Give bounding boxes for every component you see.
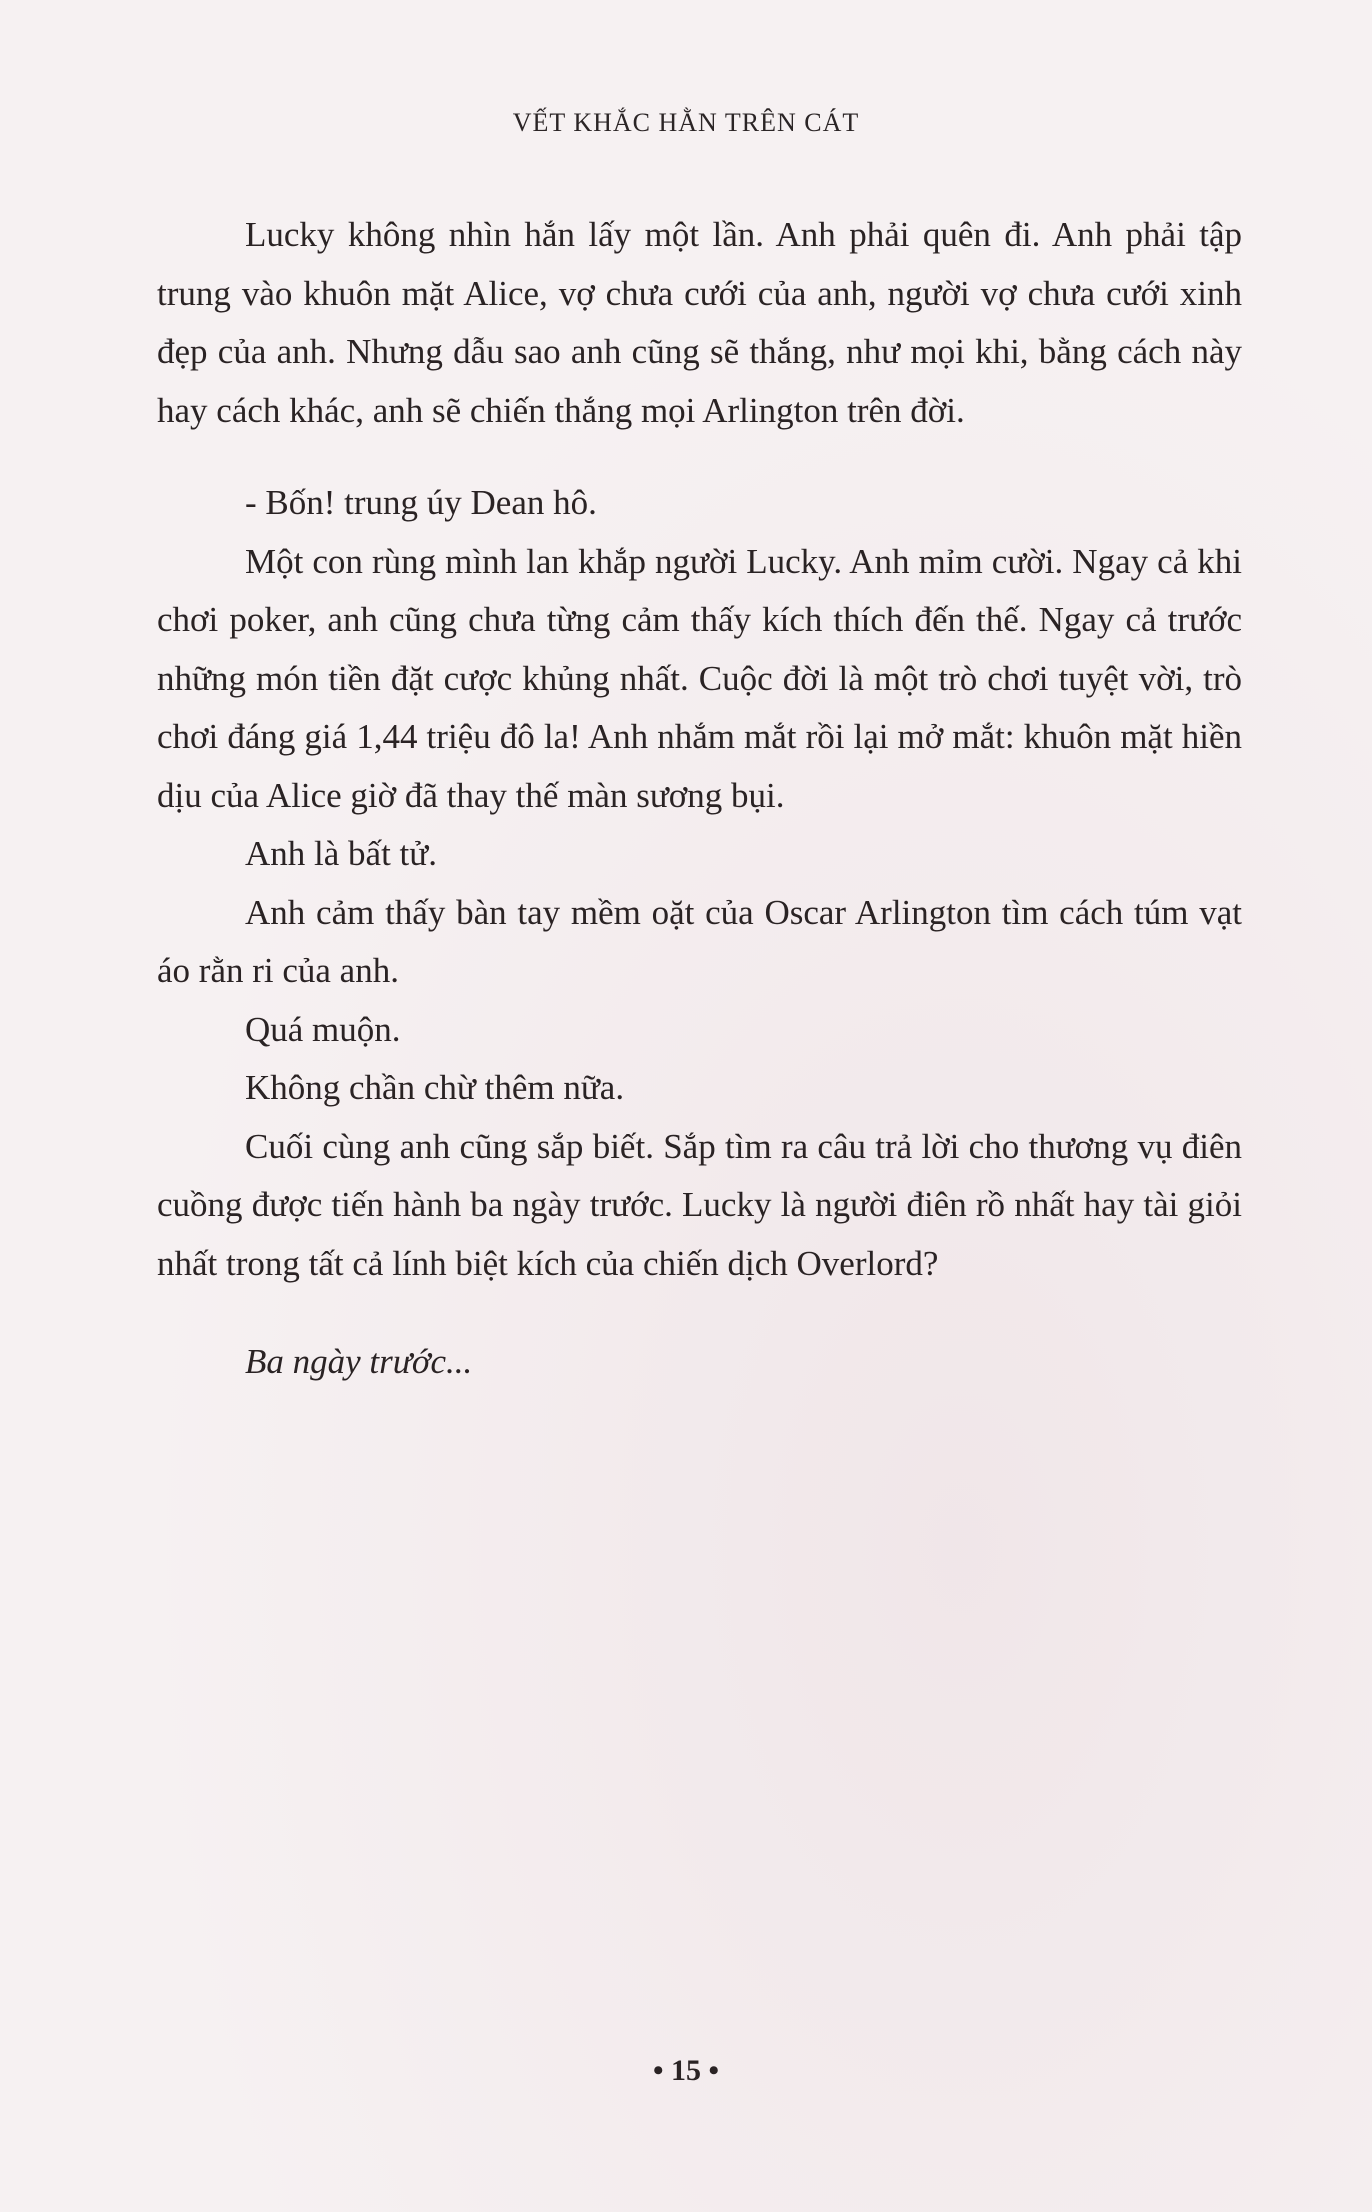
paragraph: Không chần chừ thêm nữa. [245, 1068, 625, 1107]
body-text [157, 206, 1242, 1392]
paragraph: Quá muộn. [245, 1009, 401, 1049]
paragraph-italic-transition: Ba ngày trước... [245, 1342, 473, 1381]
page-number: • 15 • [652, 2054, 719, 2087]
paragraph: Cuối cùng anh cũng sắp biết. Sắp tìm ra câu trả lời cho thương vụ điên cuồng được tiến hành ba ngày trước. Lucky là người điên rồ nhất hay tài giỏi nhất trong tất cả lính biệt kích của chiến dịch Overlord? [157, 1126, 1242, 1283]
paragraph: Lucky không nhìn hắn lấy một lần. Anh phải quên đi. Anh phải tập trung vào khuôn mặt Alice, vợ chưa cưới của anh, người vợ chưa cưới xinh đẹp của anh. Nhưng dẫu sao anh cũng sẽ thắng, như mọi khi, bằng cách này hay cách khác, anh sẽ chiến thắng mọi Arlington trên đời. [157, 215, 1242, 430]
paragraph: Anh cảm thấy bàn tay mềm oặt của Oscar Arlington tìm cách túm vạt áo rằn ri của anh. [157, 892, 1242, 990]
paragraph: Một con rùng mình lan khắp người Lucky. Anh mỉm cười. Ngay cả khi chơi poker, anh cũng chưa từng cảm thấy kích thích đến thế. Ngay cả trước những món tiền đặt cược khủng nhất. Cuộc đời là một trò chơi tuyệt vời, trò chơi đáng giá 1,44 triệu đô la! Anh nhắm mắt rồi lại mở mắt: khuôn mặt hiền dịu của Alice giờ đã thay thế màn sương bụi. [157, 541, 1242, 815]
paragraph-dialogue: - Bốn! trung úy Dean hô. [245, 483, 597, 522]
paragraph: Anh là bất tử. [245, 834, 437, 873]
running-header: VẾT KHẮC HẰN TRÊN CÁT [512, 108, 860, 137]
